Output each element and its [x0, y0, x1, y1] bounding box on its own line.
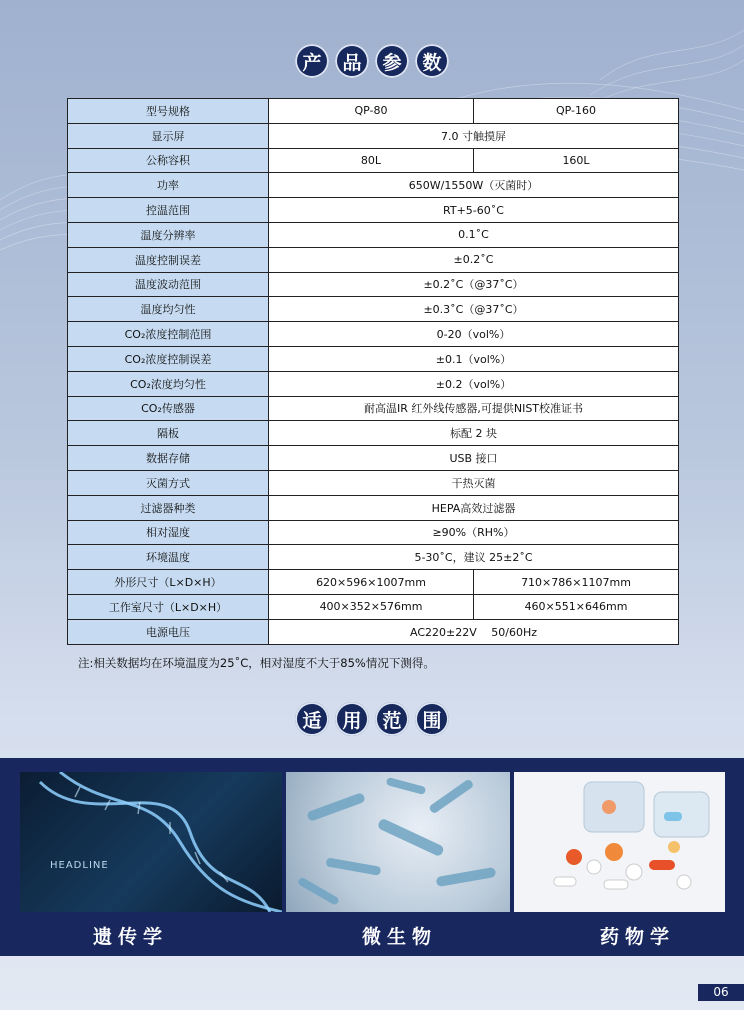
table-value-cell: 80L — [269, 148, 474, 173]
table-label-cell: 温度控制误差 — [68, 247, 269, 272]
table-label-cell: 工作室尺寸（L×D×H） — [68, 594, 269, 619]
table-row — [68, 495, 679, 520]
pills-image — [514, 772, 725, 912]
table-value-cell: 400×352×576mm — [269, 594, 474, 619]
table-label-cell: 功率 — [68, 173, 269, 198]
table-value-cell: 710×786×1107mm — [474, 570, 679, 595]
bacteria-image — [286, 772, 510, 912]
table-value-cell: 650W/1550W（灭菌时） — [269, 173, 679, 198]
table-row — [68, 247, 679, 272]
image-overlay-text: HEADLINE — [50, 860, 109, 871]
title-char: 用 — [335, 702, 369, 736]
bacteria-icon — [286, 772, 510, 912]
table-row — [68, 619, 679, 644]
table-value-cell: AC220±22V 50/60Hz — [269, 619, 679, 644]
table-value-cell: 干热灭菌 — [269, 470, 679, 495]
table-label-cell: 隔板 — [68, 421, 269, 446]
table-row — [68, 198, 679, 223]
table-value-cell: USB 接口 — [269, 446, 679, 471]
table-row — [68, 148, 679, 173]
table-value-cell: HEPA高效过滤器 — [269, 495, 679, 520]
table-row — [68, 322, 679, 347]
table-label-cell: CO₂浓度控制范围 — [68, 322, 269, 347]
table-row — [68, 222, 679, 247]
table-row — [68, 173, 679, 198]
table-value-cell: 620×596×1007mm — [269, 570, 474, 595]
dna-helix-image — [20, 772, 282, 912]
table-label-cell: CO₂传感器 — [68, 396, 269, 421]
table-value-cell: ±0.2（vol%） — [269, 371, 679, 396]
table-label-cell: 控温范围 — [68, 198, 269, 223]
table-label-cell: 公称容积 — [68, 148, 269, 173]
title-char: 参 — [375, 44, 409, 78]
table-value-cell: ±0.1（vol%） — [269, 346, 679, 371]
table-row — [68, 297, 679, 322]
table-label-cell: 温度波动范围 — [68, 272, 269, 297]
table-label-cell: CO₂浓度均匀性 — [68, 371, 269, 396]
table-label-cell: 外形尺寸（L×D×H） — [68, 570, 269, 595]
table-row — [68, 421, 679, 446]
title-char: 数 — [415, 44, 449, 78]
page-number: 06 — [698, 984, 744, 1001]
table-value-cell: 7.0 寸触摸屏 — [269, 123, 679, 148]
table-value-cell: ≥90%（RH%） — [269, 520, 679, 545]
table-row — [68, 520, 679, 545]
spec-table — [67, 98, 679, 645]
table-value-cell: QP-80 — [269, 99, 474, 124]
table-label-cell: 型号规格 — [68, 99, 269, 124]
table-header-row — [68, 99, 679, 124]
table-row — [68, 446, 679, 471]
table-label-cell: 温度均匀性 — [68, 297, 269, 322]
table-row — [68, 545, 679, 570]
caption-genetics: 遗传学 — [93, 926, 169, 948]
section-title-product-params — [0, 44, 744, 78]
table-label-cell: 灭菌方式 — [68, 470, 269, 495]
table-value-cell: ±0.3˚C（@37˚C） — [269, 297, 679, 322]
table-label-cell: 显示屏 — [68, 123, 269, 148]
table-value-cell: QP-160 — [474, 99, 679, 124]
table-label-cell: 数据存储 — [68, 446, 269, 471]
table-value-cell: ±0.2˚C（@37˚C） — [269, 272, 679, 297]
table-row — [68, 594, 679, 619]
title-char: 范 — [375, 702, 409, 736]
table-row — [68, 346, 679, 371]
table-value-cell: 160L — [474, 148, 679, 173]
dna-helix-icon — [20, 772, 282, 912]
table-value-cell: 耐高温IR 红外线传感器,可提供NIST校准证书 — [269, 396, 679, 421]
table-label-cell: 电源电压 — [68, 619, 269, 644]
table-row — [68, 272, 679, 297]
table-label-cell: 环境温度 — [68, 545, 269, 570]
table-value-cell: ±0.2˚C — [269, 247, 679, 272]
title-char: 围 — [415, 702, 449, 736]
table-row — [68, 570, 679, 595]
pills-icon — [514, 772, 725, 912]
table-label-cell: CO₂浓度控制误差 — [68, 346, 269, 371]
table-row — [68, 123, 679, 148]
table-label-cell: 过滤器种类 — [68, 495, 269, 520]
caption-microbiology: 微生物 — [362, 926, 438, 948]
caption-pharmacology: 药物学 — [600, 926, 676, 948]
table-value-cell: 0-20（vol%） — [269, 322, 679, 347]
title-char: 品 — [335, 44, 369, 78]
table-value-cell: 标配 2 块 — [269, 421, 679, 446]
footnote: 注:相关数据均在环境温度为25˚C，相对湿度不大于85%情况下测得。 — [78, 656, 435, 670]
title-char: 适 — [295, 702, 329, 736]
table-row — [68, 396, 679, 421]
table-value-cell: 460×551×646mm — [474, 594, 679, 619]
table-row — [68, 371, 679, 396]
table-row — [68, 470, 679, 495]
table-label-cell: 相对湿度 — [68, 520, 269, 545]
table-label-cell: 温度分辨率 — [68, 222, 269, 247]
table-value-cell: RT+5-60˚C — [269, 198, 679, 223]
table-value-cell: 5-30˚C，建议 25±2˚C — [269, 545, 679, 570]
table-value-cell: 0.1˚C — [269, 222, 679, 247]
section-title-applications — [0, 702, 744, 736]
title-char: 产 — [295, 44, 329, 78]
